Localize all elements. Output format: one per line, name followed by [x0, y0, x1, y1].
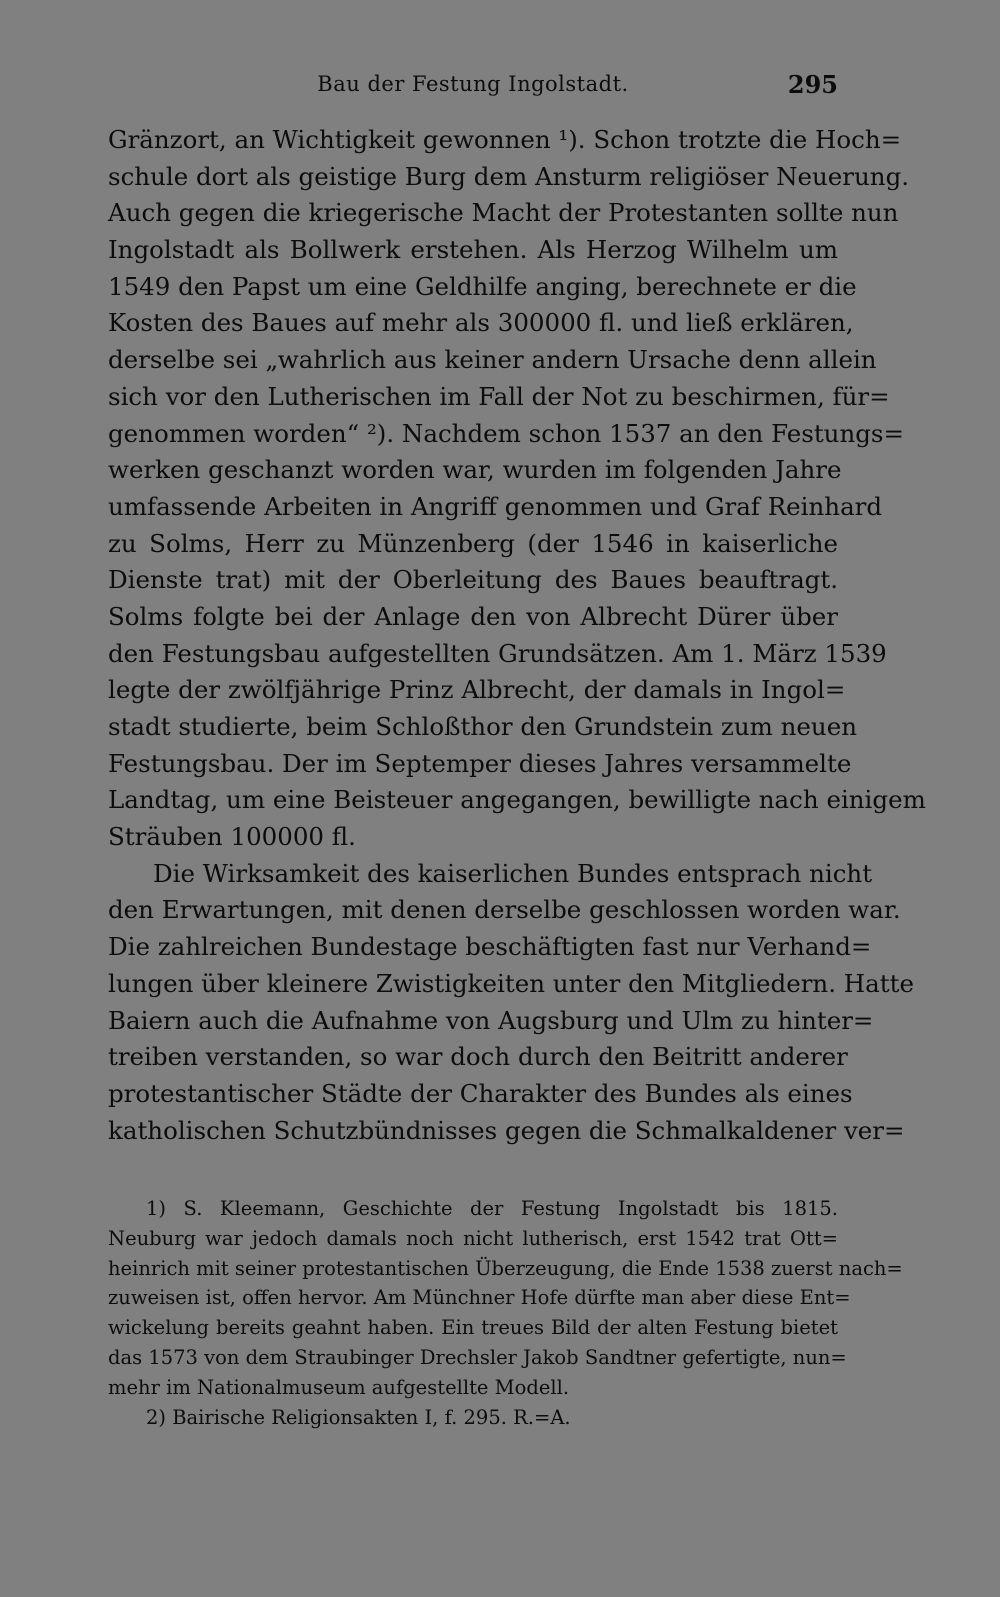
page-header	[108, 66, 838, 106]
footnote-line: 2) Bairische Religionsakten I, f. 295. R.=A.	[146, 1405, 571, 1429]
text-line: 1549 den Papst um eine Geldhilfe anging, berechnete er die	[108, 271, 857, 301]
footnote-line: das 1573 von dem Straubinger Drechsler Jakob Sandtner gefertigte, nun=	[108, 1345, 847, 1369]
text-line: Gränzort, an Wichtigkeit gewonnen ¹). Schon trotzte die Hoch=	[108, 125, 902, 154]
text-line: Die Wirksamkeit des kaiserlichen Bundes entsprach nicht	[153, 858, 873, 888]
text-line: protestantischer Städte der Charakter des Bundes als eines	[108, 1078, 853, 1108]
text-line: den Erwartungen, mit denen derselbe geschlossen worden war.	[108, 895, 901, 925]
text-line: stadt studierte, beim Schloßthor den Grundstein zum neuen	[108, 712, 857, 741]
text-line: Sträuben 100000 fl.	[108, 822, 356, 852]
text-line: Festungsbau. Der im Septemper dieses Jahres versammelte	[108, 748, 852, 778]
text-line: umfassende Arbeiten in Angriff genommen und Graf Reinhard	[108, 491, 883, 521]
footnote-line: zuweisen ist, offen hervor. Am Münchner Hofe dürfte man aber diese Ent=	[108, 1286, 851, 1310]
footnote-line: heinrich mit seiner protestantischen Überzeugung, die Ende 1538 zuerst nach=	[108, 1256, 903, 1280]
footnotes	[108, 1194, 903, 1432]
text-line: zu Solms, Herr zu Münzenberg (der 1546 in kaiserliche	[108, 528, 838, 558]
text-line: Kosten des Baues auf mehr als 300000 fl. und ließ erklären,	[108, 308, 854, 338]
text-line: genommen worden“ ²). Nachdem schon 1537 an den Festungs=	[108, 418, 905, 448]
body-text	[108, 122, 926, 1149]
page-number: 295	[787, 70, 838, 99]
text-line: sich vor den Lutherischen im Fall der Not zu beschirmen, für=	[108, 381, 890, 411]
text-line: Ingolstadt als Bollwerk erstehen. Als Herzog Wilhelm um	[108, 235, 838, 265]
text-line: Dienste trat) mit der Oberleitung des Baues beauftragt.	[108, 565, 838, 595]
text-line: treiben verstanden, so war doch durch den Beitritt anderer	[108, 1042, 848, 1072]
text-line: derselbe sei „wahrlich aus keiner andern Ursache denn allein	[108, 345, 877, 375]
text-line: Auch gegen die kriegerische Macht der Protestanten sollte nun	[108, 198, 899, 228]
text-line: Baiern auch die Aufnahme von Augsburg und Ulm zu hinter=	[108, 1005, 874, 1035]
text-line: legte der zwölfjährige Prinz Albrecht, der damals in Ingol=	[108, 675, 846, 705]
text-line: schule dort als geistige Burg dem Ansturm religiöser Neuerung.	[108, 161, 910, 191]
text-line: werken geschanzt worden war, wurden im folgenden Jahre	[108, 455, 842, 485]
text-line: den Festungsbau aufgestellten Grundsätzen. Am 1. März 1539	[108, 638, 887, 668]
footnote-line: 1) S. Kleemann, Geschichte der Festung Ingolstadt bis 1815.	[146, 1197, 838, 1220]
footnote-line: Neuburg war jedoch damals noch nicht lutherisch, erst 1542 trat Ott=	[108, 1226, 838, 1250]
text-line: Solms folgte bei der Anlage den von Albrecht Dürer über	[108, 601, 838, 631]
text-line: lungen über kleinere Zwistigkeiten unter den Mitgliedern. Hatte	[108, 968, 914, 998]
footnote-line: wickelung bereits geahnt haben. Ein treues Bild der alten Festung bietet	[108, 1316, 838, 1340]
text-line: Landtag, um eine Beisteuer angegangen, bewilligte nach einigem	[108, 785, 926, 815]
footnote-line: mehr im Nationalmuseum aufgestellte Modell.	[108, 1375, 570, 1399]
text-line: katholischen Schutzbündnisses gegen die Schmalkaldener ver=	[108, 1115, 905, 1145]
running-title: Bau der Festung Ingolstadt.	[317, 72, 629, 96]
text-line: Die zahlreichen Bundestage beschäftigten fast nur Verhand=	[108, 932, 872, 962]
